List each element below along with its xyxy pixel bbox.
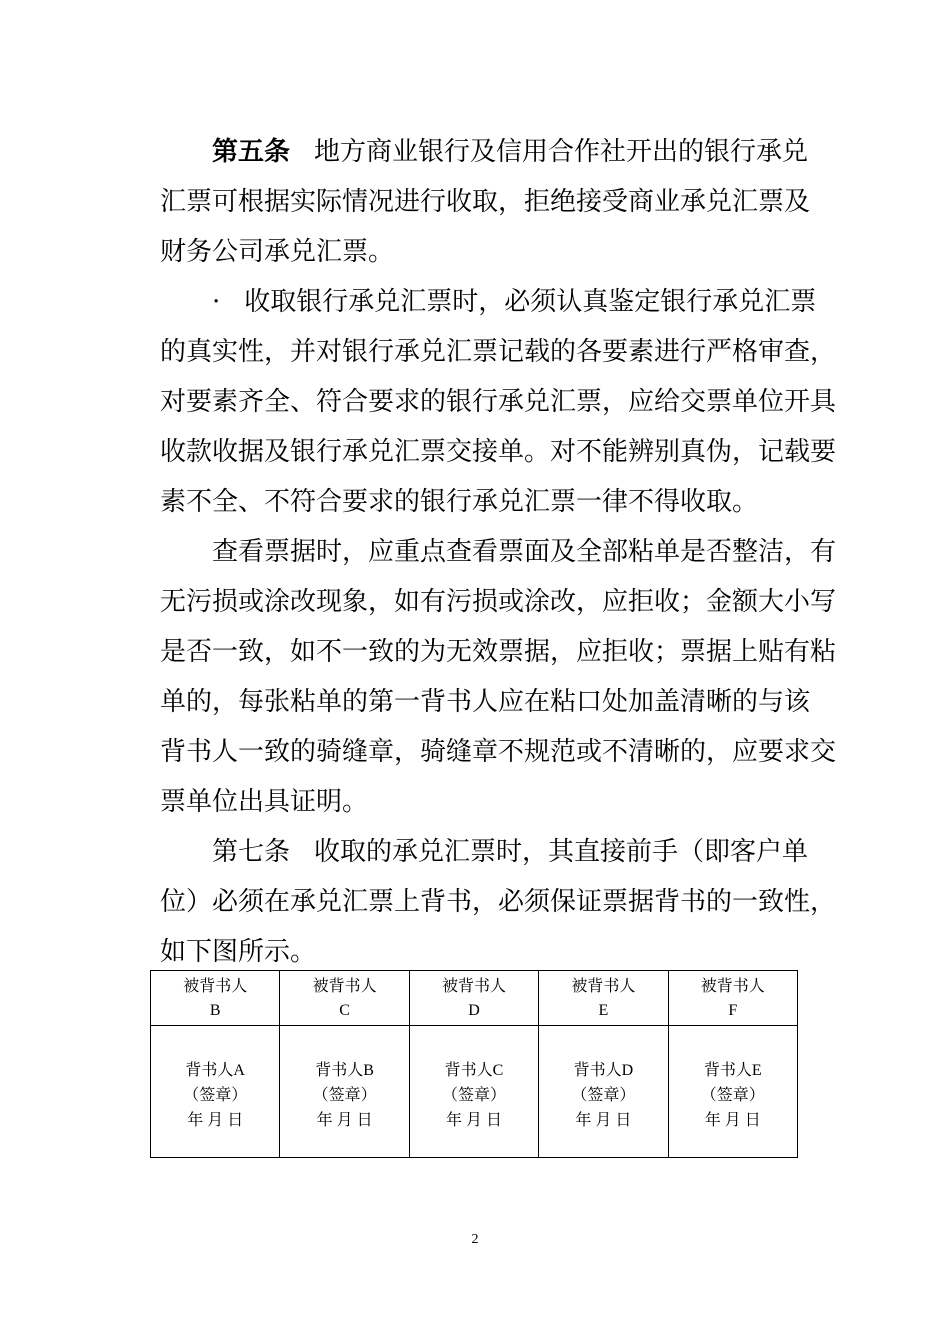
endorsee-cell: 被背书人 C — [280, 971, 409, 1026]
paragraph-line: 票单位出具证明。 — [160, 787, 369, 817]
endorser-cell: 背书人E （签章） 年 月 日 — [668, 1026, 797, 1158]
paragraph-line: 查看票据时，应重点查看票面及全部粘单是否整洁，有 — [212, 537, 837, 567]
paragraph-line: 汇票可根据实际情况进行收取，拒绝接受商业承兑汇票及 — [160, 187, 811, 217]
paragraph-line: · 收取银行承兑汇票时，必须认真鉴定银行承兑汇票 — [212, 287, 817, 317]
paragraph-line: 收款收据及银行承兑汇票交接单。对不能辨别真伪，记载要 — [160, 437, 837, 467]
paragraph-line: 无污损或涂改现象，如有污损或涂改，应拒收；金额大小写 — [160, 587, 837, 617]
paragraph-line: 财务公司承兑汇票。 — [160, 237, 395, 267]
paragraph-article-5 — [160, 127, 810, 277]
endorser-cell: 背书人C （签章） 年 月 日 — [409, 1026, 538, 1158]
paragraph-line: 如下图所示。 — [160, 937, 317, 967]
endorser-cell: 背书人D （签章） 年 月 日 — [539, 1026, 668, 1158]
article-label: 第七条 — [212, 837, 291, 867]
paragraph-bank-acceptance — [160, 277, 837, 527]
paragraph-inspection — [160, 527, 837, 827]
endorsee-row — [151, 971, 798, 1026]
paragraph-line: 第五条 地方商业银行及信用合作社开出的银行承兑 — [212, 137, 809, 167]
paragraph-line: 的真实性，并对银行承兑汇票记载的各要素进行严格审查， — [160, 337, 837, 367]
endorsee-cell: 被背书人 F — [668, 971, 797, 1026]
paragraph-line: 对要素齐全、符合要求的银行承兑汇票，应给交票单位开具 — [160, 387, 837, 417]
endorser-cell: 背书人A （签章） 年 月 日 — [151, 1026, 280, 1158]
endorser-cell: 背书人B （签章） 年 月 日 — [280, 1026, 409, 1158]
paragraph-line: 单的，每张粘单的第一背书人应在粘口处加盖清晰的与该 — [160, 687, 811, 717]
paragraph-article-7 — [160, 827, 837, 977]
paragraph-line: 素不全、不符合要求的银行承兑汇票一律不得收取。 — [160, 487, 759, 517]
endorsee-cell: 被背书人 E — [539, 971, 668, 1026]
endorsee-cell: 被背书人 D — [409, 971, 538, 1026]
page-number: 2 — [471, 1232, 479, 1247]
article-label: 第五条 — [212, 137, 291, 167]
paragraph-line: 是否一致，如不一致的为无效票据，应拒收；票据上贴有粘 — [160, 637, 837, 667]
endorsee-cell: 被背书人 B — [151, 971, 280, 1026]
endorser-row — [151, 1026, 798, 1158]
paragraph-line: 背书人一致的骑缝章，骑缝章不规范或不清晰的，应要求交 — [160, 737, 837, 767]
endorsement-table — [150, 970, 798, 1158]
paragraph-line: 位）必须在承兑汇票上背书，必须保证票据背书的一致性， — [160, 887, 837, 917]
bullet-icon: · — [212, 287, 221, 317]
paragraph-line: 第七条 收取的承兑汇票时，其直接前手（即客户单 — [212, 837, 809, 867]
